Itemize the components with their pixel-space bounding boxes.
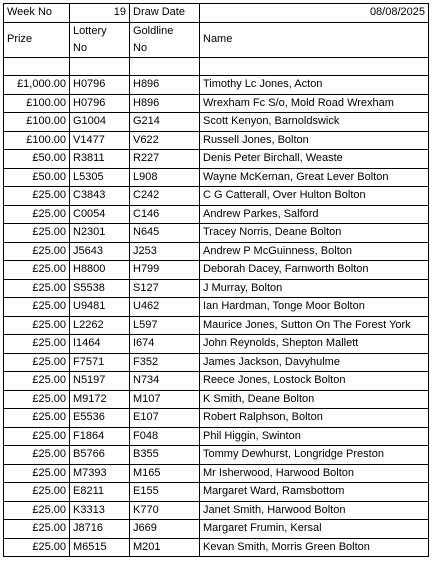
name-cell: Phil Higgin, Swinton <box>200 427 429 446</box>
goldline-no-cell: F048 <box>130 427 200 446</box>
lottery-no-cell: R3811 <box>70 150 130 169</box>
lottery-no-cell: S5538 <box>70 279 130 298</box>
column-header-row <box>4 22 429 57</box>
goldline-no-cell: L597 <box>130 316 200 335</box>
goldline-no-cell: C146 <box>130 205 200 224</box>
table-row <box>4 409 429 428</box>
name-cell: Tommy Dewhurst, Longridge Preston <box>200 446 429 465</box>
lottery-no-cell: J5643 <box>70 242 130 261</box>
prize-cell: £25.00 <box>4 316 70 335</box>
goldline-no-cell: U462 <box>130 298 200 317</box>
name-cell: Margaret Frumin, Kersal <box>200 520 429 539</box>
prize-cell: £25.00 <box>4 298 70 317</box>
name-cell: J Murray, Bolton <box>200 279 429 298</box>
table-row <box>4 168 429 187</box>
name-cell: C G Catterall, Over Hulton Bolton <box>200 187 429 206</box>
goldline-no-header: Goldline No <box>130 22 200 57</box>
table-row <box>4 446 429 465</box>
lottery-no-cell: M9172 <box>70 390 130 409</box>
name-cell: Mr Isherwood, Harwood Bolton <box>200 464 429 483</box>
goldline-no-cell: G214 <box>130 113 200 132</box>
goldline-no-cell: C242 <box>130 187 200 206</box>
name-cell: James Jackson, Davyhulme <box>200 353 429 372</box>
prize-cell: £50.00 <box>4 168 70 187</box>
prize-cell: £25.00 <box>4 501 70 520</box>
goldline-no-cell: H896 <box>130 94 200 113</box>
name-cell: John Reynolds, Shepton Mallett <box>200 335 429 354</box>
name-cell: Timothy Lc Jones, Acton <box>200 76 429 95</box>
goldline-no-cell: R227 <box>130 150 200 169</box>
name-cell: Deborah Dacey, Farnworth Bolton <box>200 261 429 280</box>
table-row <box>4 94 429 113</box>
lottery-no-cell: C3843 <box>70 187 130 206</box>
goldline-no-cell: N645 <box>130 224 200 243</box>
name-cell: Wayne McKernan, Great Lever Bolton <box>200 168 429 187</box>
table-row <box>4 113 429 132</box>
lottery-no-header: Lottery No <box>70 22 130 57</box>
name-cell: Wrexham Fc S/o, Mold Road Wrexham <box>200 94 429 113</box>
prize-cell: £25.00 <box>4 242 70 261</box>
table-row <box>4 76 429 95</box>
table-row <box>4 335 429 354</box>
prize-cell: £100.00 <box>4 113 70 132</box>
lottery-no-cell: F7571 <box>70 353 130 372</box>
table-row <box>4 501 429 520</box>
lottery-no-cell: H0796 <box>70 76 130 95</box>
name-cell: Tracey Norris, Deane Bolton <box>200 224 429 243</box>
lottery-no-cell: E8211 <box>70 483 130 502</box>
name-cell: Russell Jones, Bolton <box>200 131 429 150</box>
lottery-no-cell: G1004 <box>70 113 130 132</box>
lottery-no-cell: H8800 <box>70 261 130 280</box>
table-row <box>4 483 429 502</box>
name-cell: Margaret Ward, Ramsbottom <box>200 483 429 502</box>
prize-cell: £25.00 <box>4 483 70 502</box>
prize-cell: £25.00 <box>4 224 70 243</box>
goldline-no-cell: E107 <box>130 409 200 428</box>
lottery-no-cell: N5197 <box>70 372 130 391</box>
week-value: 19 <box>70 4 130 23</box>
goldline-no-cell: M107 <box>130 390 200 409</box>
table-row <box>4 538 429 557</box>
table-row <box>4 520 429 539</box>
name-cell: K Smith, Deane Bolton <box>200 390 429 409</box>
lottery-no-cell: N2301 <box>70 224 130 243</box>
lottery-no-cell: C0054 <box>70 205 130 224</box>
prize-header: Prize <box>4 22 70 57</box>
prize-cell: £25.00 <box>4 353 70 372</box>
lottery-no-cell: M7393 <box>70 464 130 483</box>
table-row <box>4 372 429 391</box>
prize-cell: £25.00 <box>4 520 70 539</box>
goldline-no-cell: M201 <box>130 538 200 557</box>
lottery-no-cell: V1477 <box>70 131 130 150</box>
name-cell: Kevan Smith, Morris Green Bolton <box>200 538 429 557</box>
table-row <box>4 316 429 335</box>
lottery-no-cell: J8716 <box>70 520 130 539</box>
goldline-no-cell: I674 <box>130 335 200 354</box>
prize-cell: £25.00 <box>4 427 70 446</box>
table-row <box>4 298 429 317</box>
goldline-no-cell: M165 <box>130 464 200 483</box>
table-row <box>4 187 429 206</box>
goldline-no-cell: J669 <box>130 520 200 539</box>
table-row <box>4 279 429 298</box>
prize-cell: £25.00 <box>4 261 70 280</box>
results-table <box>3 3 429 557</box>
table-row <box>4 150 429 169</box>
lottery-no-cell: K3313 <box>70 501 130 520</box>
table-row <box>4 205 429 224</box>
lottery-no-cell: I1464 <box>70 335 130 354</box>
lottery-no-cell: L5305 <box>70 168 130 187</box>
name-cell: Robert Ralphson, Bolton <box>200 409 429 428</box>
prize-cell: £25.00 <box>4 372 70 391</box>
name-cell: Denis Peter Birchall, Weaste <box>200 150 429 169</box>
prize-cell: £25.00 <box>4 409 70 428</box>
prize-cell: £25.00 <box>4 187 70 206</box>
goldline-no-cell: L908 <box>130 168 200 187</box>
lottery-no-cell: B5766 <box>70 446 130 465</box>
table-row <box>4 261 429 280</box>
prize-cell: £25.00 <box>4 205 70 224</box>
prize-cell: £25.00 <box>4 446 70 465</box>
lottery-no-cell: F1864 <box>70 427 130 446</box>
prize-cell: £25.00 <box>4 335 70 354</box>
table-row <box>4 390 429 409</box>
table-row <box>4 131 429 150</box>
name-cell: Scott Kenyon, Barnoldswick <box>200 113 429 132</box>
prize-cell: £1,000.00 <box>4 76 70 95</box>
week-label: Week No <box>4 4 70 23</box>
blank-row <box>4 57 429 76</box>
prize-cell: £25.00 <box>4 390 70 409</box>
name-header: Name <box>200 22 429 57</box>
lottery-no-cell: U9481 <box>70 298 130 317</box>
draw-date-label: Draw Date <box>130 4 200 23</box>
header-row <box>4 4 429 23</box>
goldline-no-cell: S127 <box>130 279 200 298</box>
goldline-no-cell: J253 <box>130 242 200 261</box>
table-row <box>4 427 429 446</box>
prize-cell: £100.00 <box>4 94 70 113</box>
prize-cell: £25.00 <box>4 279 70 298</box>
goldline-no-cell: K770 <box>130 501 200 520</box>
prize-cell: £25.00 <box>4 464 70 483</box>
name-cell: Andrew Parkes, Salford <box>200 205 429 224</box>
table-row <box>4 224 429 243</box>
lottery-no-cell: L2262 <box>70 316 130 335</box>
goldline-no-cell: B355 <box>130 446 200 465</box>
draw-date-value: 08/08/2025 <box>200 4 429 23</box>
table-row <box>4 242 429 261</box>
name-cell: Andrew P McGuinness, Bolton <box>200 242 429 261</box>
goldline-no-cell: H896 <box>130 76 200 95</box>
table-row <box>4 464 429 483</box>
lottery-no-cell: M6515 <box>70 538 130 557</box>
table-row <box>4 353 429 372</box>
prize-cell: £100.00 <box>4 131 70 150</box>
name-cell: Janet Smith, Harwood Bolton <box>200 501 429 520</box>
goldline-no-cell: F352 <box>130 353 200 372</box>
name-cell: Ian Hardman, Tonge Moor Bolton <box>200 298 429 317</box>
goldline-no-cell: E155 <box>130 483 200 502</box>
prize-cell: £50.00 <box>4 150 70 169</box>
name-cell: Maurice Jones, Sutton On The Forest York <box>200 316 429 335</box>
goldline-no-cell: H799 <box>130 261 200 280</box>
lottery-no-cell: E5536 <box>70 409 130 428</box>
lottery-no-cell: H0796 <box>70 94 130 113</box>
name-cell: Reece Jones, Lostock Bolton <box>200 372 429 391</box>
prize-cell: £25.00 <box>4 538 70 557</box>
goldline-no-cell: V622 <box>130 131 200 150</box>
goldline-no-cell: N734 <box>130 372 200 391</box>
